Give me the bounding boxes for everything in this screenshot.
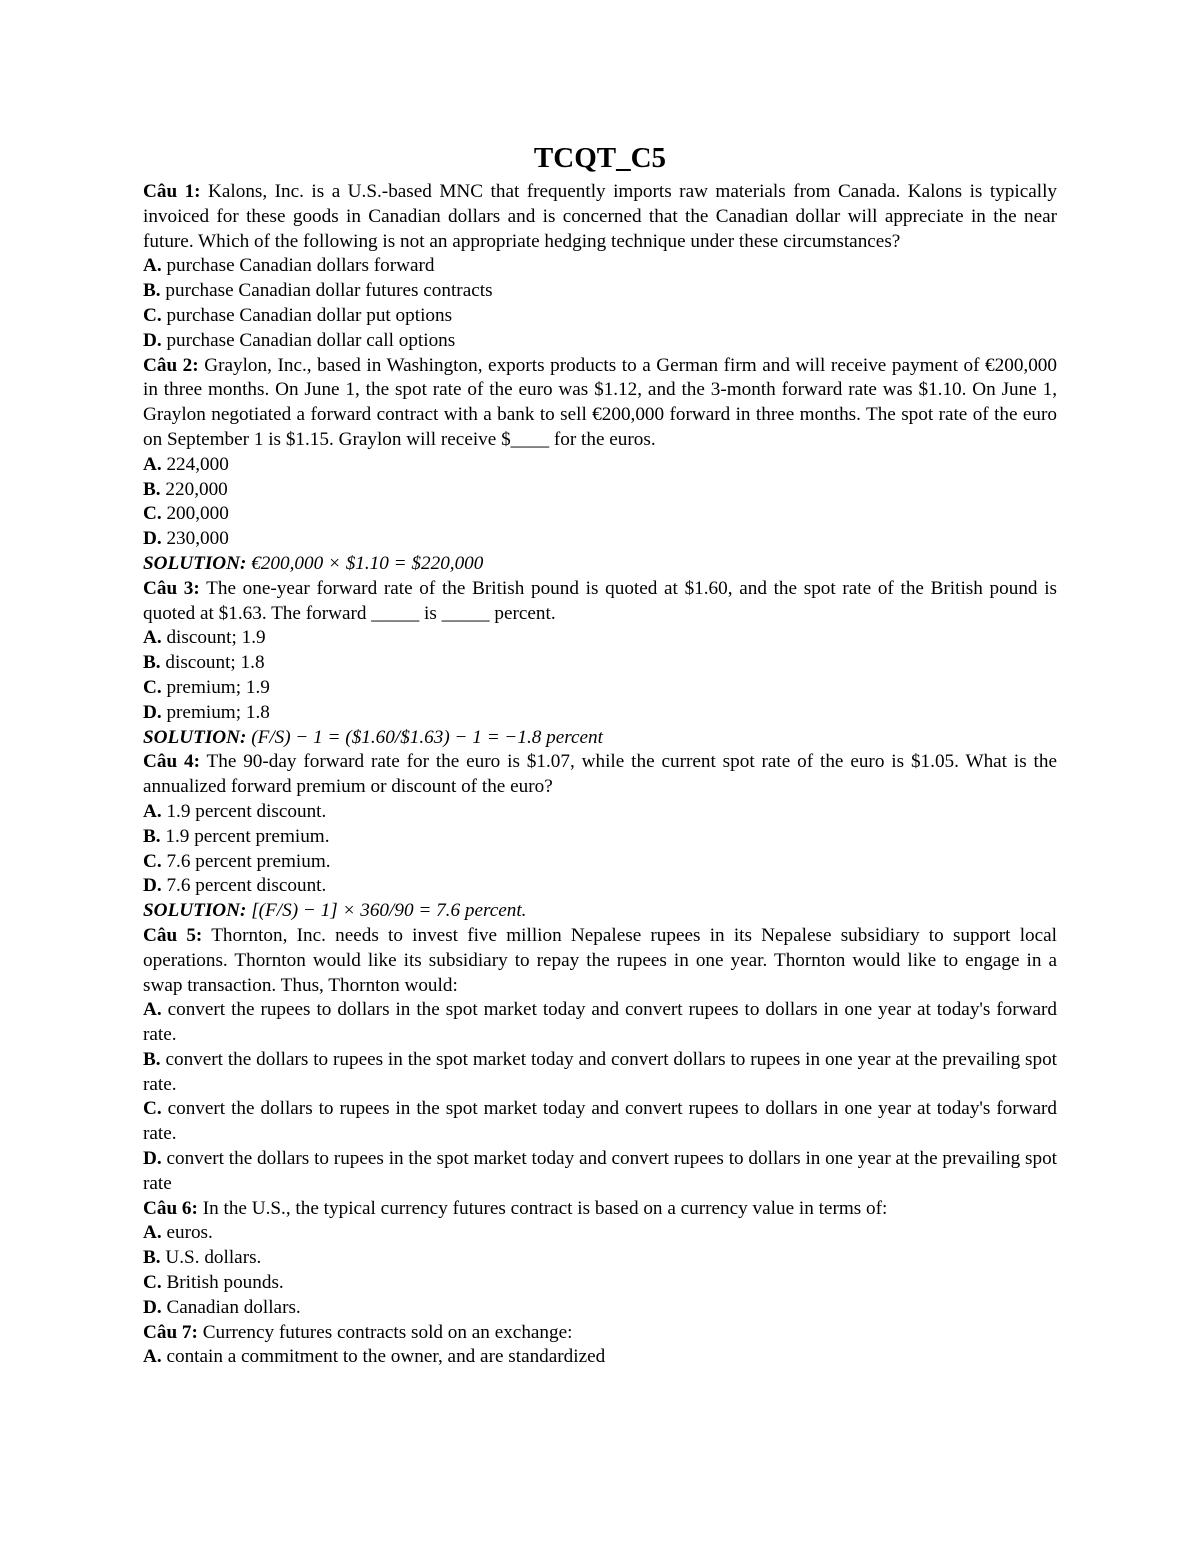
option-text: convert the dollars to rupees in the spot market today and convert dollars to rupees in one year at the prevailing spot rate.	[143, 1048, 1057, 1095]
option-letter: D.	[143, 329, 162, 351]
option-a	[143, 453, 1057, 478]
option-letter: A.	[143, 800, 162, 822]
question-2	[143, 354, 1057, 577]
question-label: Câu 3:	[143, 577, 200, 599]
option-letter: B.	[143, 478, 161, 500]
option-b	[143, 1246, 1057, 1271]
option-letter: C.	[143, 1272, 162, 1294]
solution-text: (F/S) − 1 = ($1.60/$1.63) − 1 = −1.8 percent	[246, 726, 603, 748]
option-letter: B.	[143, 280, 161, 302]
option-letter: C.	[143, 1098, 162, 1120]
question-text	[143, 577, 1057, 627]
option-a	[143, 254, 1057, 279]
option-text: purchase Canadian dollars forward	[161, 255, 435, 277]
solution	[143, 552, 1057, 577]
option-letter: D.	[143, 875, 162, 897]
option-c	[143, 850, 1057, 875]
option-a	[143, 800, 1057, 825]
option-letter: A.	[143, 453, 162, 475]
option-letter: D.	[143, 701, 162, 723]
question-6	[143, 1197, 1057, 1321]
question-body: Currency futures contracts sold on an exchange:	[197, 1321, 573, 1343]
question-4	[143, 750, 1057, 924]
option-letter: D.	[143, 528, 162, 550]
solution-label: SOLUTION:	[143, 552, 247, 574]
document-page	[143, 140, 1057, 1370]
question-text	[143, 354, 1057, 453]
option-b	[143, 279, 1057, 304]
option-text: purchase Canadian dollar put options	[161, 304, 453, 326]
option-text: 230,000	[161, 528, 229, 550]
option-d	[143, 701, 1057, 726]
option-text: 1.9 percent premium.	[160, 825, 330, 847]
option-a	[143, 1221, 1057, 1246]
question-label: Câu 4:	[143, 751, 200, 773]
option-text: 7.6 percent premium.	[161, 850, 331, 872]
question-body: Graylon, Inc., based in Washington, exports products to a German firm and will receive payment of €200,000 in three months. On June 1, the spot rate of the euro was $1.12, and the 3-month forward rate was $1.10. On June 1, Graylon negotiated a forward contract with a bank to sell €200,000 forward in three months. The spot rate of the euro on September 1 is $1.15. Graylon will receive $____ for the euros.	[143, 354, 1057, 450]
option-text: contain a commitment to the owner, and are standardized	[161, 1346, 606, 1368]
solution	[143, 726, 1057, 751]
option-c	[143, 502, 1057, 527]
option-text: purchase Canadian dollar futures contracts	[160, 280, 493, 302]
option-a	[143, 1345, 1057, 1370]
option-text: premium; 1.9	[161, 676, 270, 698]
option-letter: D.	[143, 1148, 162, 1170]
option-c	[143, 676, 1057, 701]
question-label: Câu 1:	[143, 181, 201, 202]
option-text: 220,000	[160, 478, 228, 500]
option-text: convert the rupees to dollars in the spot market today and convert rupees to dollars in one year at today's forward rate.	[143, 999, 1057, 1046]
option-text: 1.9 percent discount.	[161, 800, 327, 822]
question-3	[143, 577, 1057, 751]
option-letter: C.	[143, 850, 162, 872]
option-letter: A.	[143, 1346, 162, 1368]
question-text	[143, 1321, 1057, 1346]
solution-text: [(F/S) − 1] × 360/90 = 7.6 percent.	[246, 900, 527, 922]
question-body: The one-year forward rate of the British pound is quoted at $1.60, and the spot rate of the British pound is quoted at $1.63. The forward _____ is _____ percent.	[143, 577, 1057, 624]
option-letter: B.	[143, 1048, 161, 1070]
option-b	[143, 478, 1057, 503]
option-c	[143, 1097, 1057, 1147]
solution-label: SOLUTION:	[143, 726, 247, 748]
question-text	[143, 924, 1057, 998]
question-body: Kalons, Inc. is a U.S.-based MNC that frequently imports raw materials from Canada. Kalons is typically invoiced for these goods in Canadian dollars and is concerned that the Canadian dollar will appreciate in the near future. Which of the following is not an appropriate hedging technique under these circumstances?	[143, 181, 1057, 252]
option-letter: A.	[143, 1222, 162, 1244]
option-d	[143, 1296, 1057, 1321]
option-b	[143, 1048, 1057, 1098]
option-text: 224,000	[161, 453, 229, 475]
question-label: Câu 5:	[143, 924, 203, 946]
option-letter: C.	[143, 676, 162, 698]
option-text: 7.6 percent discount.	[161, 875, 327, 897]
option-c	[143, 1271, 1057, 1296]
option-a	[143, 998, 1057, 1048]
question-1	[143, 180, 1057, 354]
option-d	[143, 1147, 1057, 1197]
question-label: Câu 2:	[143, 354, 199, 376]
option-c	[143, 304, 1057, 329]
solution	[143, 899, 1057, 924]
question-body: Thornton, Inc. needs to invest five million Nepalese rupees in its Nepalese subsidiary to support local operations. Thornton would like its subsidiary to repay the rupees in one year. Thornton would like to engage in a swap transaction. Thus, Thornton would:	[143, 924, 1058, 996]
option-letter: C.	[143, 503, 162, 525]
option-text: convert the dollars to rupees in the spot market today and convert rupees to dollars in one year at today's forward rate.	[143, 1098, 1057, 1145]
option-letter: B.	[143, 1247, 161, 1269]
solution-text: €200,000 × $1.10 = $220,000	[246, 552, 484, 574]
option-text: U.S. dollars.	[160, 1247, 262, 1269]
option-text: Canadian dollars.	[161, 1296, 301, 1318]
option-text: discount; 1.8	[160, 652, 265, 674]
option-letter: A.	[143, 999, 162, 1021]
question-text	[143, 750, 1057, 800]
option-letter: A.	[143, 627, 162, 649]
option-letter: B.	[143, 825, 161, 847]
option-text: 200,000	[161, 503, 229, 525]
option-b	[143, 825, 1057, 850]
option-text: discount; 1.9	[161, 627, 266, 649]
option-a	[143, 626, 1057, 651]
option-d	[143, 329, 1057, 354]
question-text	[143, 1197, 1057, 1222]
option-d	[143, 874, 1057, 899]
question-7	[143, 1321, 1057, 1371]
question-text	[143, 180, 1057, 254]
option-text: British pounds.	[161, 1272, 284, 1294]
option-text: euros.	[161, 1222, 213, 1244]
option-b	[143, 651, 1057, 676]
option-text: purchase Canadian dollar call options	[161, 329, 456, 351]
solution-label: SOLUTION:	[143, 900, 247, 922]
option-text: convert the dollars to rupees in the spot market today and convert rupees to dollars in one year at the prevailing spot rate	[143, 1148, 1057, 1194]
option-letter: A.	[143, 255, 162, 277]
document-title: TCQT_C5	[533, 142, 667, 174]
option-text: premium; 1.8	[161, 701, 270, 723]
option-letter: C.	[143, 304, 162, 326]
question-body: In the U.S., the typical currency futures contract is based on a currency value in terms of:	[197, 1197, 888, 1219]
question-5	[143, 924, 1057, 1197]
option-letter: B.	[143, 652, 161, 674]
question-label: Câu 6:	[143, 1197, 198, 1219]
question-body: The 90-day forward rate for the euro is $1.07, while the current spot rate of the euro is $1.05. What is the annualized forward premium or discount of the euro?	[143, 751, 1057, 798]
option-d	[143, 527, 1057, 552]
question-label: Câu 7:	[143, 1321, 198, 1343]
option-letter: D.	[143, 1296, 162, 1318]
